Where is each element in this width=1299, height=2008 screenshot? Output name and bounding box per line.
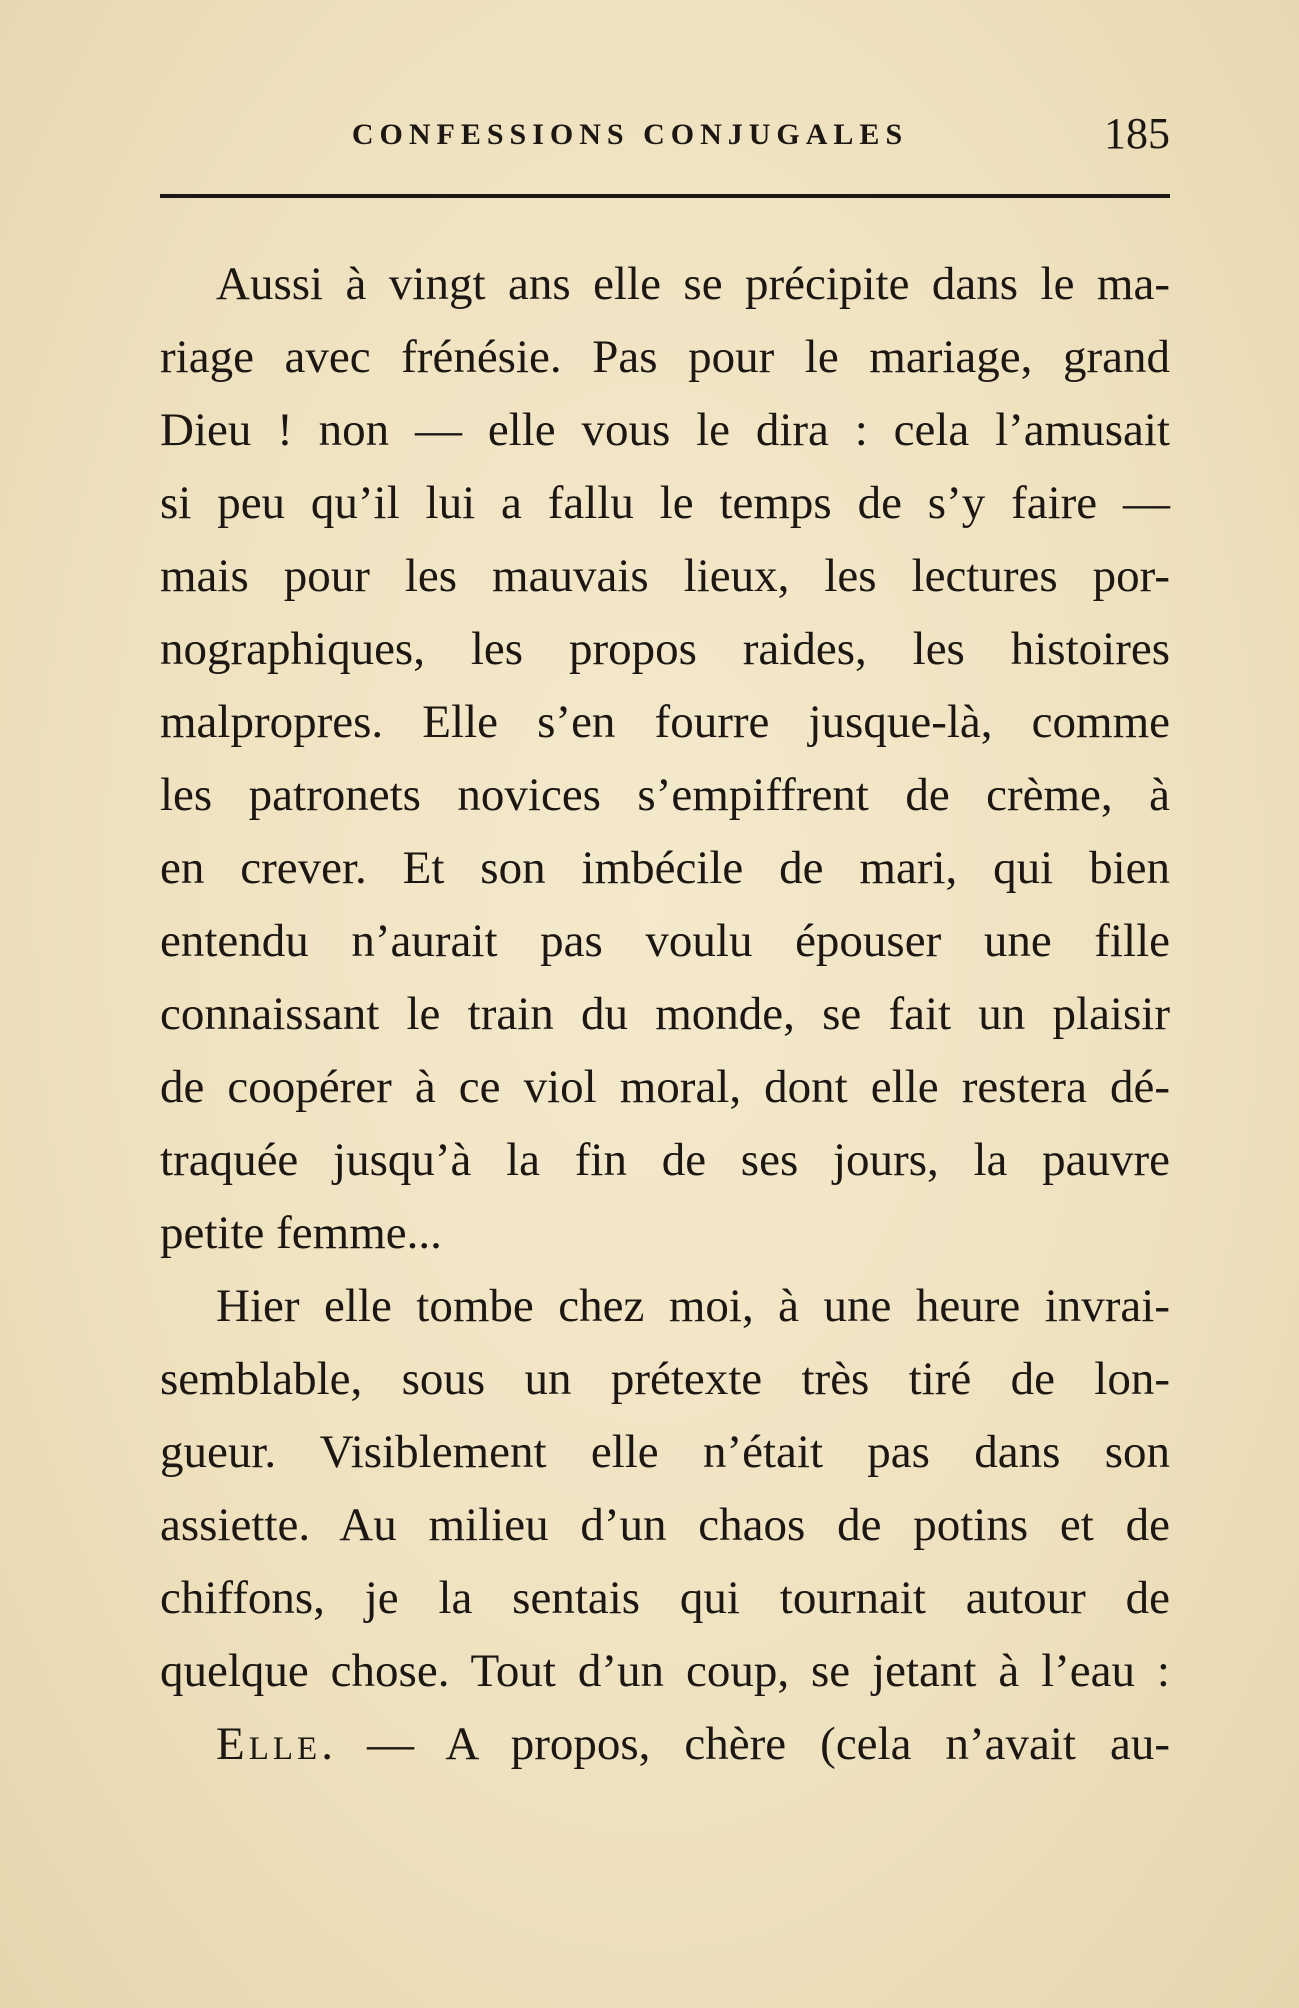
text-line: petite femme... bbox=[160, 1207, 442, 1259]
text-line: chiffons, je la sentais qui tournait autour de bbox=[160, 1572, 1170, 1624]
text-line: assiette. Au milieu d’un chaos de potins et de bbox=[160, 1499, 1170, 1551]
running-title: CONFESSIONS CONJUGALES bbox=[351, 118, 909, 151]
text-line: les patronets novices s’empiffrent de crème, à bbox=[160, 769, 1170, 821]
text-line: malpropres. Elle s’en fourre jusque-là, comme bbox=[160, 696, 1170, 748]
text-line: Aussi à vingt ans elle se précipite dans le ma- bbox=[216, 258, 1170, 310]
body-text bbox=[160, 248, 1170, 1781]
page-number: 185 bbox=[1104, 109, 1170, 158]
text-line: nographiques, les propos raides, les histoires bbox=[160, 623, 1170, 675]
dialogue-line bbox=[160, 1708, 1170, 1781]
text-line: en crever. Et son imbécile de mari, qui bien bbox=[160, 842, 1170, 894]
text-line: Dieu ! non — elle vous le dira : cela l’amusait bbox=[160, 404, 1170, 456]
text-line: riage avec frénésie. Pas pour le mariage, grand bbox=[160, 331, 1170, 383]
text-line: quelque chose. Tout d’un coup, se jetant à l’eau : bbox=[160, 1645, 1170, 1697]
text-line: entendu n’aurait pas voulu épouser une fille bbox=[160, 915, 1170, 967]
text-line: traquée jusqu’à la fin de ses jours, la pauvre bbox=[160, 1134, 1170, 1186]
text-line: connaissant le train du monde, se fait un plaisir bbox=[160, 988, 1170, 1040]
text-line: si peu qu’il lui a fallu le temps de s’y faire — bbox=[160, 477, 1170, 529]
running-head bbox=[160, 108, 1170, 160]
dialogue-text: . — A propos, chère (cela n’avait au- bbox=[321, 1718, 1170, 1770]
text-line: Hier elle tombe chez moi, à une heure invrai- bbox=[216, 1280, 1170, 1332]
speaker-name: Elle bbox=[216, 1718, 322, 1770]
text-line: de coopérer à ce viol moral, dont elle restera dé- bbox=[160, 1061, 1170, 1113]
text-line: semblable, sous un prétexte très tiré de lon- bbox=[160, 1353, 1170, 1405]
text-line: gueur. Visiblement elle n’était pas dans son bbox=[160, 1426, 1170, 1478]
header-rule bbox=[160, 194, 1170, 198]
text-line: mais pour les mauvais lieux, les lectures por- bbox=[160, 550, 1170, 602]
